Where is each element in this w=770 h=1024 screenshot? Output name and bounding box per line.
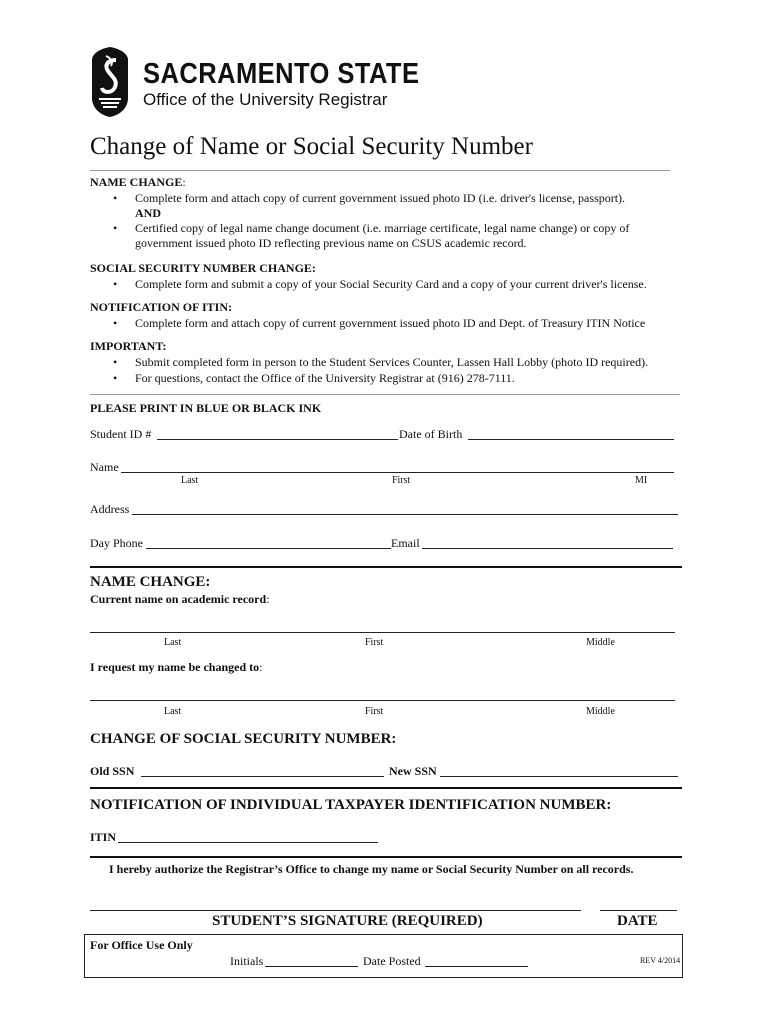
ssn-heading: CHANGE OF SOCIAL SECURITY NUMBER: xyxy=(90,731,397,747)
revision-label: REV 4/2014 xyxy=(640,956,681,965)
name-field[interactable] xyxy=(121,472,674,473)
itin-heading: NOTIFICATION OF INDIVIDUAL TAXPAYER IDENTIFICATION NUMBER: xyxy=(90,797,612,813)
authorization-statement: I hereby authorize the Registrar’s Office to change my name or Social Security Number on all records. xyxy=(109,862,634,876)
address-label: Address xyxy=(90,502,130,516)
name-first-caption: First xyxy=(392,475,411,486)
instructions-name-change-bullet-2: • Certified copy of legal name change document (i.e. marriage certificate, legal name change) or copy of xyxy=(135,221,629,236)
page-title: Change of Name or Social Security Number xyxy=(90,133,533,160)
initials-label: Initials xyxy=(230,954,264,968)
address-field[interactable] xyxy=(132,514,678,515)
date-field[interactable] xyxy=(600,910,677,911)
student-id-label: Student ID # xyxy=(90,427,152,441)
instructions-important-bullet-2: • For questions, contact the Office of the University Registrar at (916) 278-7111. xyxy=(135,371,515,386)
new-ssn-label: New SSN xyxy=(389,764,437,778)
name-change-heading: NAME CHANGE: xyxy=(90,574,211,590)
title-divider xyxy=(90,170,670,171)
office-name: Office of the University Registrar xyxy=(143,90,388,109)
requested-name-field[interactable] xyxy=(90,700,675,701)
initials-field[interactable] xyxy=(265,966,358,967)
instructions-name-change-bullet-1: • Complete form and attach copy of current government issued photo ID (i.e. driver's license, passport). xyxy=(135,191,625,206)
current-middle-caption: Middle xyxy=(586,637,615,648)
section-divider-authorization xyxy=(90,856,682,858)
current-name-field[interactable] xyxy=(90,632,675,633)
name-mi-caption: MI xyxy=(635,475,648,486)
new-ssn-field[interactable] xyxy=(440,776,678,777)
office-use-box xyxy=(84,934,683,978)
signature-label: STUDENT’S SIGNATURE (REQUIRED) xyxy=(212,913,483,929)
instructions-ssn-heading: SOCIAL SECURITY NUMBER CHANGE: xyxy=(90,261,316,275)
dob-label: Date of Birth xyxy=(399,427,463,441)
date-posted-field[interactable] xyxy=(425,966,528,967)
office-use-heading: For Office Use Only xyxy=(90,938,193,952)
dob-field[interactable] xyxy=(468,439,674,440)
current-first-caption: First xyxy=(365,637,384,648)
old-ssn-field[interactable] xyxy=(141,776,384,777)
print-notice: PLEASE PRINT IN BLUE OR BLACK INK xyxy=(90,401,322,415)
email-label: Email xyxy=(391,536,420,550)
section-divider-name-change xyxy=(90,566,682,568)
name-label: Name xyxy=(90,460,119,474)
new-middle-caption: Middle xyxy=(586,706,615,717)
instructions-itin-heading: NOTIFICATION OF ITIN: xyxy=(90,300,233,314)
instructions-ssn-bullet-1: • Complete form and submit a copy of your Social Security Card and a copy of your current driver's license. xyxy=(135,277,647,292)
instructions-important-bullet-1: • Submit completed form in person to the Student Services Counter, Lassen Hall Lobby (photo ID required). xyxy=(135,355,648,370)
requested-name-label: I request my name be changed to: xyxy=(90,660,263,674)
date-posted-label: Date Posted xyxy=(363,954,421,968)
current-last-caption: Last xyxy=(164,637,182,648)
day-phone-label: Day Phone xyxy=(90,536,143,550)
instructions-and-label: AND xyxy=(135,206,161,220)
student-id-field[interactable] xyxy=(157,439,398,440)
institution-name: SACRAMENTO STATE xyxy=(143,58,420,90)
university-logo xyxy=(90,46,130,118)
instructions-itin-bullet-1: • Complete form and attach copy of current government issued photo ID and Dept. of Treasury ITIN Notice xyxy=(135,316,645,331)
instructions-name-change-bullet-2-cont: government issued photo ID reflecting previous name on CSUS academic record. xyxy=(135,236,527,250)
date-label: DATE xyxy=(617,913,658,929)
signature-field[interactable] xyxy=(90,910,581,911)
old-ssn-label: Old SSN xyxy=(90,764,135,778)
section-divider-itin xyxy=(90,787,682,789)
itin-field[interactable] xyxy=(118,842,378,843)
instructions-name-change-heading: NAME CHANGE: xyxy=(90,175,186,189)
instructions-important-heading: IMPORTANT: xyxy=(90,339,167,353)
sacramento-state-seal-icon xyxy=(90,46,130,118)
name-last-caption: Last xyxy=(181,475,199,486)
new-first-caption: First xyxy=(365,706,384,717)
itin-label: ITIN xyxy=(90,830,117,844)
day-phone-field[interactable] xyxy=(146,548,391,549)
email-field[interactable] xyxy=(422,548,673,549)
new-last-caption: Last xyxy=(164,706,182,717)
current-name-label: Current name on academic record: xyxy=(90,592,270,606)
instructions-divider xyxy=(90,394,680,395)
